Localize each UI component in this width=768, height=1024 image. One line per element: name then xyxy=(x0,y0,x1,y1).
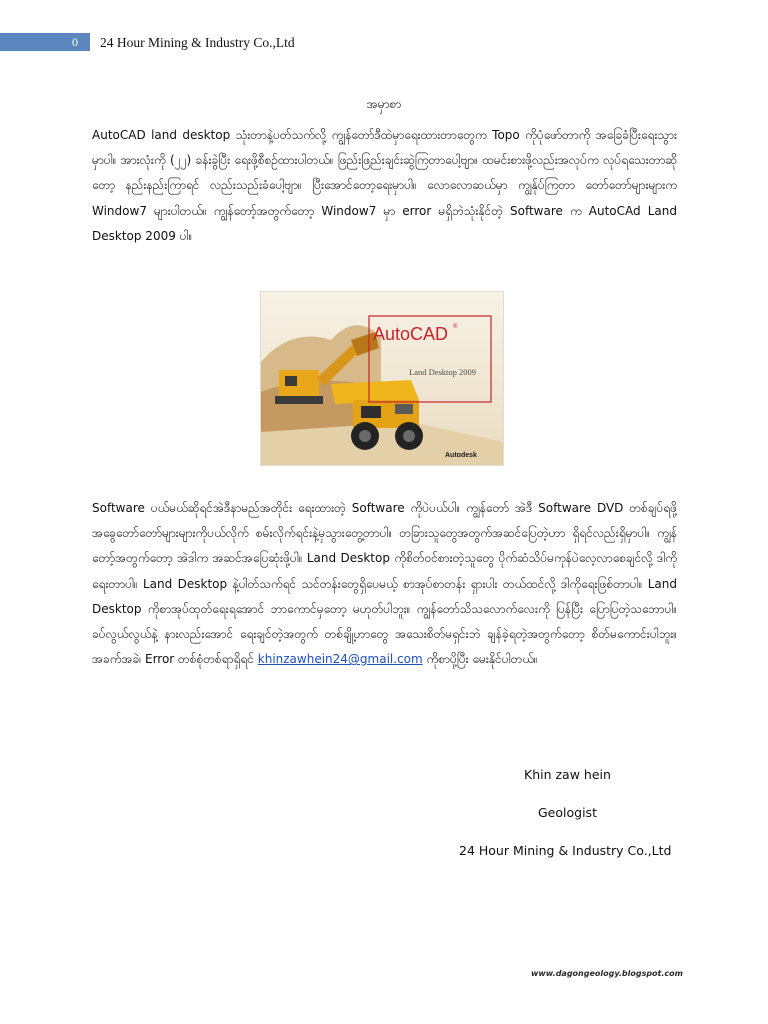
registered-mark: ® xyxy=(453,324,458,330)
author-company: 24 Hour Mining & Industry Co.,Ltd xyxy=(459,843,672,858)
body-paragraph-text: Software ပယ်မယ်ဆိုရင်အဲဒီနာမည်အတိုင်း ရေးထားတဲ့ Software ကိုပဲပယ်ပါ။ ကျွန်တော် အဲဒီ Software DVD တစ်ချပ်ရဖို့ အခွေတော်တော်များများကိုပယ်လိုက် စမ်းလိုက်ရင်းနဲ့မှသွားတွေ့တာပါ။ တခြားသူတွေအတွက်အဆင်ပြေတဲ့ဟာ ရှိရင်လည်းရှိမှာပါ။ ကျွန်တော့်အတွက်တော့ အဲဒါက အဆင်အပြေဆုံးဖို့ပါ။ Land Desktop ကိုစိတ်ဝင်စားတဲ့သူတွေ ပိုက်ဆံသိပ်မကုန်ပဲလေ့လာစေချင်လို့ ဒါကိုရေးတာပါ။ Land Desktop နဲ့ပါတ်သက်ရင် သင်တန်းတွေရှိပေမယ့် စာအုပ်စာတန်း ရှားပါး တယ်ထင်လို့ ဒါကိုရေးဖြစ်တာပါ။ Land Desktop ကိုစာအုပ်ထုတ်ရေးရအောင် ဘာကောင်မှတော့ မဟုတ်ပါဘူး။ ကျွန်တော်သိသလောက်လေးကို ပြန်ပြီး ပြောပြတဲ့သဘောပါ။ ခပ်လွယ်လွယ်နဲ့ နားလည်းအောင် ရေးချင်တဲ့အတွက် တစ်ချို့ဟာတွေ အသေးစိတ်မရှင်းဘဲ ချန်ခဲ့ရတဲ့အတွက်တော့ စိတ်မကောင်းပါဘူး။ အခက်အခဲ၊ Error တစ်စုံတစ်ရာရှိရင် xyxy=(92,501,677,667)
intro-paragraph-text: AutoCAD land desktop သုံးတာနဲ့ပတ်သက်လို့ ကျွန်တော်ဒီထဲမှာရေးထားတာတွေက Topo ကိုပုံဖော်တာကို အခြေခံပြီးရေးသွားမှာပါ။ အားလုံးကို (၂၂) ခန်းခွဲပြီး ရေးဖို့စီစဉ်ထားပါတယ်။ ဖြည်းဖြည်းချင်းဆွဲကြတာပေါ့ဗျာ။ ထမင်းစားဖို့လည်းအလုပ်က လုပ်ရသေးတာဆိုတော့ နည်းနည်းကြာရင် လည်းသည်းခံပေါ့ဗျာ။ ပြီးအောင်တော့ရေးမှာပါ။ လောလောဆယ်မှာ ကျွန်ုပ်ကြတာ တော်တော်များများက Window7 များပါတယ်။ ကျွန်တော့်အတွက်တော့ Window7 မှာ error မရှိဘဲသုံးနိုင်တဲ့ Software က AutoCAd Land Desktop 2009 ပါ။ xyxy=(92,128,677,243)
footer-website-link[interactable]: www.dagongeology.blogspot.com xyxy=(531,969,683,978)
autodesk-logo-text: Autodesk xyxy=(445,452,477,459)
page-number: 0 xyxy=(72,35,78,49)
author-name: Khin zaw hein xyxy=(524,767,611,782)
header-company-name: 24 Hour Mining & Industry Co.,Ltd xyxy=(100,35,295,50)
document-title: အမှာစာ xyxy=(366,97,402,111)
email-link[interactable]: khinzawhein24@gmail.com xyxy=(257,652,423,667)
mining-truck-illustration xyxy=(261,292,503,465)
body-paragraph-closing: ကိုစာပို့ပြီး မေးနိုင်ပါတယ်။ xyxy=(426,652,538,667)
body-paragraph xyxy=(92,496,677,672)
product-name-text: Land Desktop 2009 xyxy=(409,367,477,377)
author-role: Geologist xyxy=(538,805,597,820)
autocad-brand-text: AutoCAD xyxy=(373,324,449,344)
intro-paragraph xyxy=(92,123,677,249)
autocad-land-desktop-image xyxy=(261,292,503,465)
